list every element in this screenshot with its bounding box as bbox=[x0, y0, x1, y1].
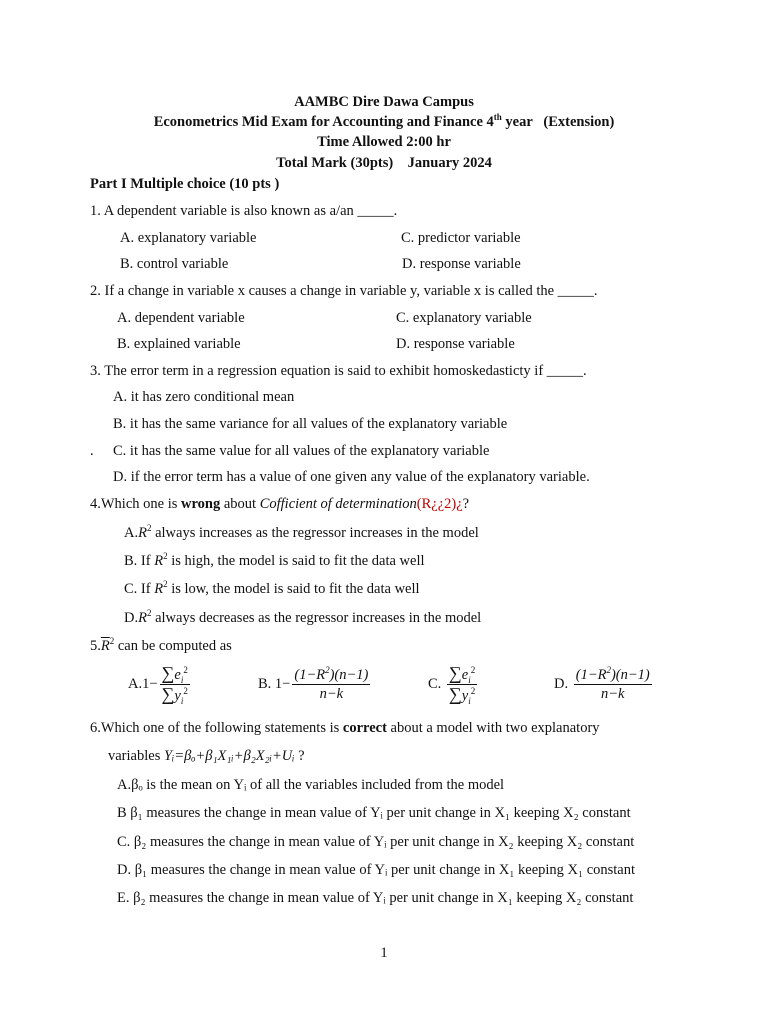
q2-stem: 2. If a change in variable x causes a change in variable y, variable x is called the _____. bbox=[90, 283, 598, 299]
q5-option-a: A. 1− $\frac{\sum e_i^2}{\sum y_i^2}$ bbox=[128, 663, 188, 706]
q5-stem: $5.\overline{R}^2$ can be computed as bbox=[90, 636, 232, 654]
q1-option-d: D. response variable bbox=[402, 256, 521, 272]
q5-d-fraction: $\frac{(1-R^2)(n-1)}{n-k}$ bbox=[575, 665, 650, 702]
q2-option-c: C. explanatory variable bbox=[396, 310, 532, 326]
time-allowed: Time Allowed 2:00 hr bbox=[317, 134, 451, 150]
campus-title: AAMBC Dire Dawa Campus bbox=[294, 94, 474, 110]
q2-option-d: D. response variable bbox=[396, 336, 515, 352]
q1-option-a: A. explanatory variable bbox=[120, 230, 257, 246]
q1-option-b: B. control variable bbox=[120, 256, 229, 272]
q5-c-fraction: $\frac{\sum e_i^2}{\sum y_i^2}$ bbox=[448, 663, 476, 706]
q2-option-b: B. explained variable bbox=[117, 336, 241, 352]
q4-option-b: B. If $R^2$ is high, the model is said to fit the data well bbox=[124, 551, 425, 569]
q4-stem: 4.Which one is wrong about Cofficient of determination(R¿¿2)¿? bbox=[90, 496, 470, 512]
q6-option-e: E. β₂ measures the change in mean value of Yᵢ per unit change in X₁ keeping X₂ constant bbox=[117, 890, 634, 906]
q5-option-d: D. $\frac{(1-R^2)(n-1)}{n-k}$ bbox=[554, 665, 650, 702]
q4-option-c: C. If $R^2$ is low, the model is said to fit the data well bbox=[124, 579, 420, 597]
q6-option-c: C. β₂ measures the change in mean value of Yᵢ per unit change in X₂ keeping X₂ constant bbox=[117, 834, 635, 850]
q1-option-c: C. predictor variable bbox=[401, 230, 521, 246]
q2-option-a: A. dependent variable bbox=[117, 310, 245, 326]
q6-option-b: B β₁ measures the change in mean value of Yᵢ per unit change in X₁ keeping X₂ constant bbox=[117, 805, 631, 821]
q4-option-a: $A.R^2$ always increases as the regressor increases in the model bbox=[124, 523, 479, 541]
q5-b-fraction: $\frac{(1-R^2)(n-1)}{n-k}$ bbox=[294, 665, 369, 702]
part1-title: Part I Multiple choice (10 pts ) bbox=[90, 176, 280, 192]
q3-option-a: A. it has zero conditional mean bbox=[113, 389, 295, 405]
q3-option-d: D. if the error term has a value of one given any value of the explanatory variable. bbox=[113, 469, 590, 485]
total-mark: Total Mark (30pts) January 2024 bbox=[276, 155, 492, 171]
q5-option-c: C. $\frac{\sum e_i^2}{\sum y_i^2}$ bbox=[428, 663, 476, 706]
q3-option-c: C. it has the same value for all values of the explanatory variable bbox=[113, 443, 490, 459]
q3-stem: 3. The error term in a regression equation is said to exhibit homoskedasticty if _____. bbox=[90, 363, 587, 379]
exam-title: Econometrics Mid Exam for Accounting and Finance 4th year (Extension) bbox=[153, 112, 615, 130]
q4-option-d: $D.R^2$ always decreases as the regressor increases in the model bbox=[124, 608, 482, 626]
q6-option-a: A.βₒ is the mean on Yᵢ of all the variables included from the model bbox=[117, 777, 505, 793]
q3-option-b: B. it has the same variance for all values of the explanatory variable bbox=[113, 416, 508, 432]
page-number: 1 bbox=[380, 945, 388, 961]
q6-option-d: D. β₁ measures the change in mean value of Yᵢ per unit change in X₁ keeping X₁ constant bbox=[117, 862, 636, 878]
q5-option-b: B. 1− $\frac{(1-R^2)(n-1)}{n-k}$ bbox=[258, 665, 369, 702]
q3-stray-dot: . bbox=[90, 443, 94, 459]
q1-stem: 1. A dependent variable is also known as a/an _____. bbox=[90, 203, 398, 219]
q5-a-fraction: $\frac{\sum e_i^2}{\sum y_i^2}$ bbox=[161, 663, 188, 706]
q6-equation-line: variables Yᵢ=βₒ+β₁X₁ᵢ+β₂X₂ᵢ+Uᵢ ? bbox=[108, 748, 305, 764]
q6-stem: 6.Which one of the following statements is correct about a model with two explanatory bbox=[90, 720, 600, 736]
